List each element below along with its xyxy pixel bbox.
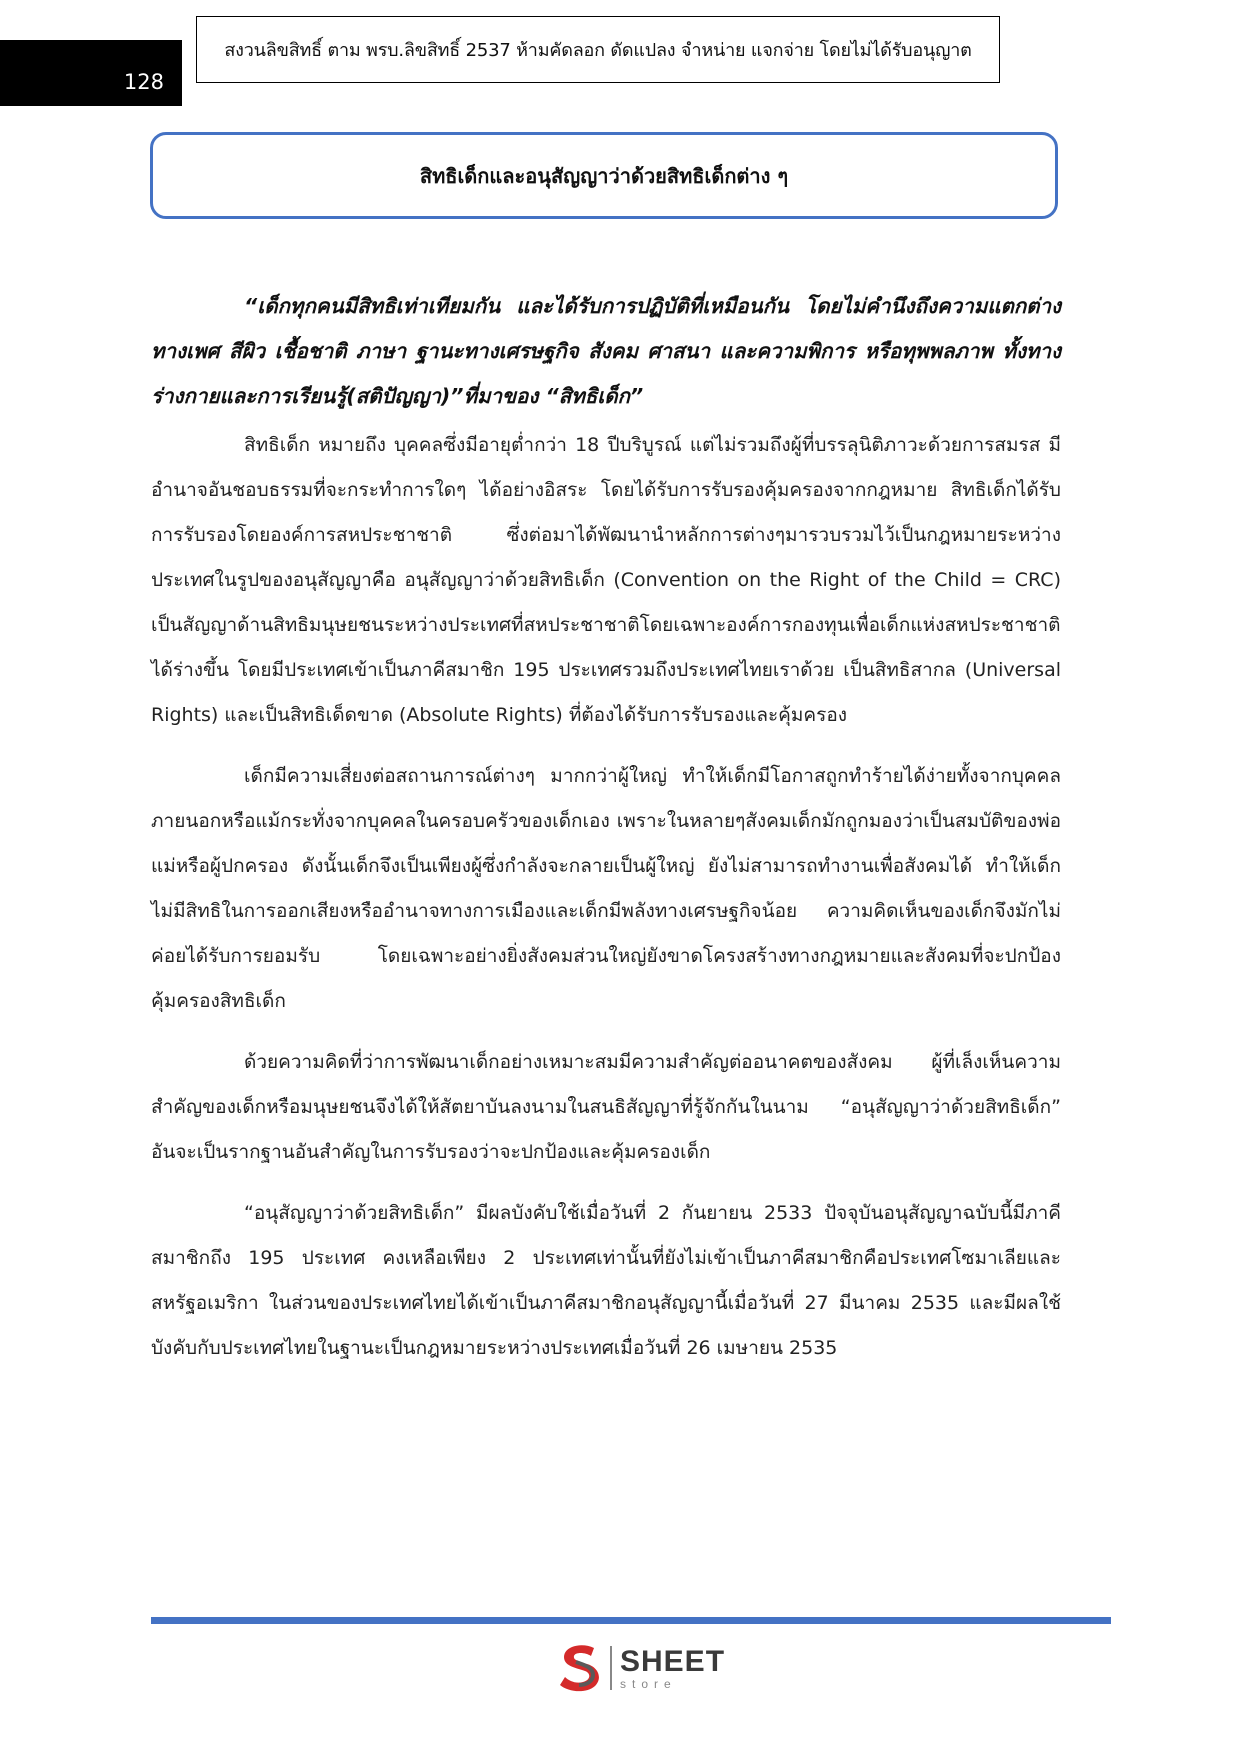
footer-divider — [151, 1617, 1111, 1624]
page-number-text: 128 — [123, 70, 164, 94]
logo-word: SHEET — [620, 1644, 726, 1678]
logo-separator — [610, 1646, 612, 1690]
copyright-notice-text: สงวนลิขสิทธิ์ ตาม พรบ.ลิขสิทธิ์ 2537 ห้ามคัดลอก ดัดแปลง จำหน่าย แจกจ่าย โดยไม่ได้รับอนุญาต — [224, 40, 972, 61]
intro-quote: “เด็กทุกคนมีสิทธิเท่าเทียมกัน และได้รับการปฏิบัติที่เหมือนกัน โดยไม่คำนึงถึงความแตกต่างทางเพศ สีผิว เชื้อชาติ ภาษา ฐานะทางเศรษฐกิจ สังคม ศาสนา และความพิการ หรือทุพพลภาพ ทั้งทางร่างกายและการเรียนรู้(สติปัญญา)”ที่มาของ “สิทธิเด็ก” — [151, 294, 1061, 408]
sheet-store-s-logo-icon — [556, 1640, 604, 1696]
copyright-notice — [196, 16, 1000, 83]
paragraph-risks: เด็กมีความเสี่ยงต่อสถานการณ์ต่างๆ มากกว่าผู้ใหญ่ ทำให้เด็กมีโอกาสถูกทำร้ายได้ง่ายทั้งจากบุคคลภายนอกหรือแม้กระทั่งจากบุคคลในครอบครัวของเด็กเอง เพราะในหลายๆสังคมเด็กมักถูกมองว่าเป็นสมบัติของพ่อแม่หรือผู้ปกครอง ดังนั้นเด็กจึงเป็นเพียงผู้ซึ่งกำลังจะกลายเป็นผู้ใหญ่ ยังไม่สามารถทำงานเพื่อสังคมได้ ทำให้เด็กไม่มีสิทธิในการออกเสียงหรืออำนาจทางการเมืองและเด็กมีพลังทางเศรษฐกิจน้อย ความคิดเห็นของเด็กจึงมักไม่ค่อยได้รับการยอมรับ โดยเฉพาะอย่างยิ่งสังคมส่วนใหญ่ยังขาดโครงสร้างทางกฎหมายและสังคมที่จะปกป้องคุ้มครองสิทธิเด็ก — [151, 765, 1061, 1012]
paragraph-definition: สิทธิเด็ก หมายถึง บุคคลซึ่งมีอายุต่ำกว่า 18 ปีบริบูรณ์ แต่ไม่รวมถึงผู้ที่บรรลุนิติภาวะด้วยการสมรส มีอำนาจอันชอบธรรมที่จะกระทำการใดๆ ได้อย่างอิสระ โดยได้รับการรับรองคุ้มครองจากกฎหมาย สิทธิเด็กได้รับการรับรองโดยองค์การสหประชาชาติ ซึ่งต่อมาได้พัฒนานำหลักการต่างๆมารวบรวมไว้เป็นกฎหมายระหว่างประเทศในรูปของอนุสัญญาคือ อนุสัญญาว่าด้วยสิทธิเด็ก (Convention on the Right of the Child = CRC) เป็นสัญญาด้านสิทธิมนุษยชนระหว่างประเทศที่สหประชาชาติโดยเฉพาะองค์การกองทุนเพื่อเด็กแห่งสหประชาชาติได้ร่างขึ้น โดยมีประเทศเข้าเป็นภาคีสมาชิก 195 ประเทศรวมถึงประเทศไทยเราด้วย เป็นสิทธิสากล (Universal Rights) และเป็นสิทธิเด็ดขาด (Absolute Rights) ที่ต้องได้รับการรับรองและคุ้มครอง — [151, 434, 1061, 726]
page-title-box — [150, 132, 1058, 219]
logo-subtext: store — [620, 1676, 677, 1691]
page-title: สิทธิเด็กและอนุสัญญาว่าด้วยสิทธิเด็กต่าง ๆ — [419, 163, 789, 188]
paragraph-convention-history: “อนุสัญญาว่าด้วยสิทธิเด็ก” มีผลบังคับใช้เมื่อวันที่ 2 กันยายน 2533 ปัจจุบันอนุสัญญาฉบับนี้มีภาคีสมาชิกถึง 195 ประเทศ คงเหลือเพียง 2 ประเทศเท่านั้นที่ยังไม่เข้าเป็นภาคีสมาชิกคือประเทศโซมาเลียและสหรัฐอเมริกา ในส่วนของประเทศไทยได้เข้าเป็นภาคีสมาชิกอนุสัญญานี้เมื่อวันที่ 27 มีนาคม 2535 และมีผลใช้บังคับกับประเทศไทยในฐานะเป็นกฎหมายระหว่างประเทศเมื่อวันที่ 26 เมษายน 2535 — [151, 1202, 1061, 1359]
document-body — [151, 284, 1061, 1387]
sheet-store-logo — [556, 1640, 725, 1696]
logo-text — [620, 1644, 726, 1691]
paragraph-convention-intent: ด้วยความคิดที่ว่าการพัฒนาเด็กอย่างเหมาะสมมีความสำคัญต่ออนาคตของสังคม ผู้ที่เล็งเห็นความสำคัญของเด็กหรือมนุษยชนจึงได้ให้สัตยาบันลงนามในสนธิสัญญาที่รู้จักกันในนาม “อนุสัญญาว่าด้วยสิทธิเด็ก” อันจะเป็นรากฐานอันสำคัญในการรับรองว่าจะปกป้องและคุ้มครองเด็ก — [151, 1051, 1061, 1163]
page-number — [0, 40, 182, 106]
